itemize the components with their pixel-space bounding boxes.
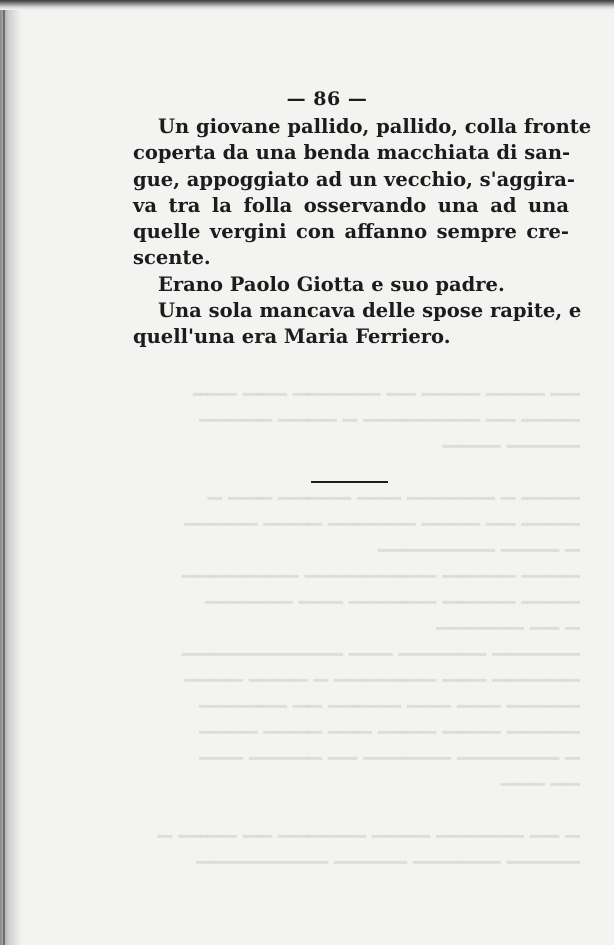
text-line: Una sola mancava delle spose rapite, e (158, 299, 582, 323)
text-line: Erano Paolo Giotta e suo padre. (158, 272, 505, 296)
bleed-through-shadow: ▁▁ ▁▁▁▁ ▁▁▁▁ ▁▁ ▁▁▁▁▁▁ ▁▁▁ ▁▁▁ ▁▁▁▁ ▁▁ ▁▁▁▁▁▁▁▁ ▁ ▁▁▁▁ ▁▁▁▁▁ ▁▁▁▁▁ ▁▁▁▁ ▁▁▁▁ ▁ ▁▁▁▁▁▁ ▁▁▁ ▁▁▁▁▁ ▁▁▁ ▁ ▁▁▁▁ ▁▁ ▁▁▁▁ ▁▁▁▁▁▁ ▁▁▁▁ ▁▁▁▁▁ ▁ ▁▁▁▁ ▁▁▁▁▁▁▁▁ ▁▁▁▁ ▁▁▁▁▁ ▁▁▁▁▁▁▁▁▁ ▁▁▁▁▁▁▁▁ ▁▁▁▁ ▁▁▁▁▁ ▁▁▁▁▁▁ ▁▁▁ ▁▁▁▁▁▁ ▁ ▁▁ ▁▁▁▁▁▁ ▁▁▁▁▁▁ ▁▁▁▁▁▁ ▁▁▁ ▁▁▁▁▁▁▁▁▁▁▁ ▁▁▁▁▁▁ ▁▁▁ ▁▁▁▁▁▁▁ ▁ ▁▁▁▁ ▁▁▁▁ ▁▁▁▁▁ ▁▁▁ ▁▁▁ ▁▁▁▁▁ ▁▁ ▁▁▁▁▁▁ ▁▁▁▁▁ ▁▁▁▁ ▁▁▁▁ ▁▁▁ ▁▁▁▁ ▁▁▁▁ ▁ ▁▁▁▁▁▁▁ ▁▁▁▁▁▁ ▁▁ ▁▁▁▁▁ ▁▁▁ ▁▁ ▁▁▁ ▁ ▁▁ ▁▁▁▁▁▁ ▁▁▁▁ ▁▁▁▁▁▁ ▁▁ ▁▁▁▁ ▁ ▁▁▁▁▁ ▁▁▁▁▁▁ ▁▁▁▁▁ ▁▁▁▁▁▁▁▁▁ (157, 374, 580, 864)
text-line: scente. (133, 246, 211, 270)
page-binding-edge (0, 0, 22, 945)
text-line: quell'una era Maria Ferriero. (133, 325, 451, 349)
text-line: coperta da una benda macchiata di san- (133, 141, 571, 165)
text-line: Un giovane pallido, pallido, colla fronte (158, 115, 592, 138)
page-number: — 86 — (286, 88, 368, 110)
section-divider-rule (311, 481, 388, 483)
page-top-edge (0, 0, 614, 10)
text-line: gue, appoggiato ad un vecchio, s'aggira- (133, 167, 575, 191)
text-line: va tra la folla osservando una ad una (133, 193, 569, 217)
text-line: quelle vergini con affanno sempre cre- (133, 220, 569, 244)
body-text (133, 114, 592, 351)
